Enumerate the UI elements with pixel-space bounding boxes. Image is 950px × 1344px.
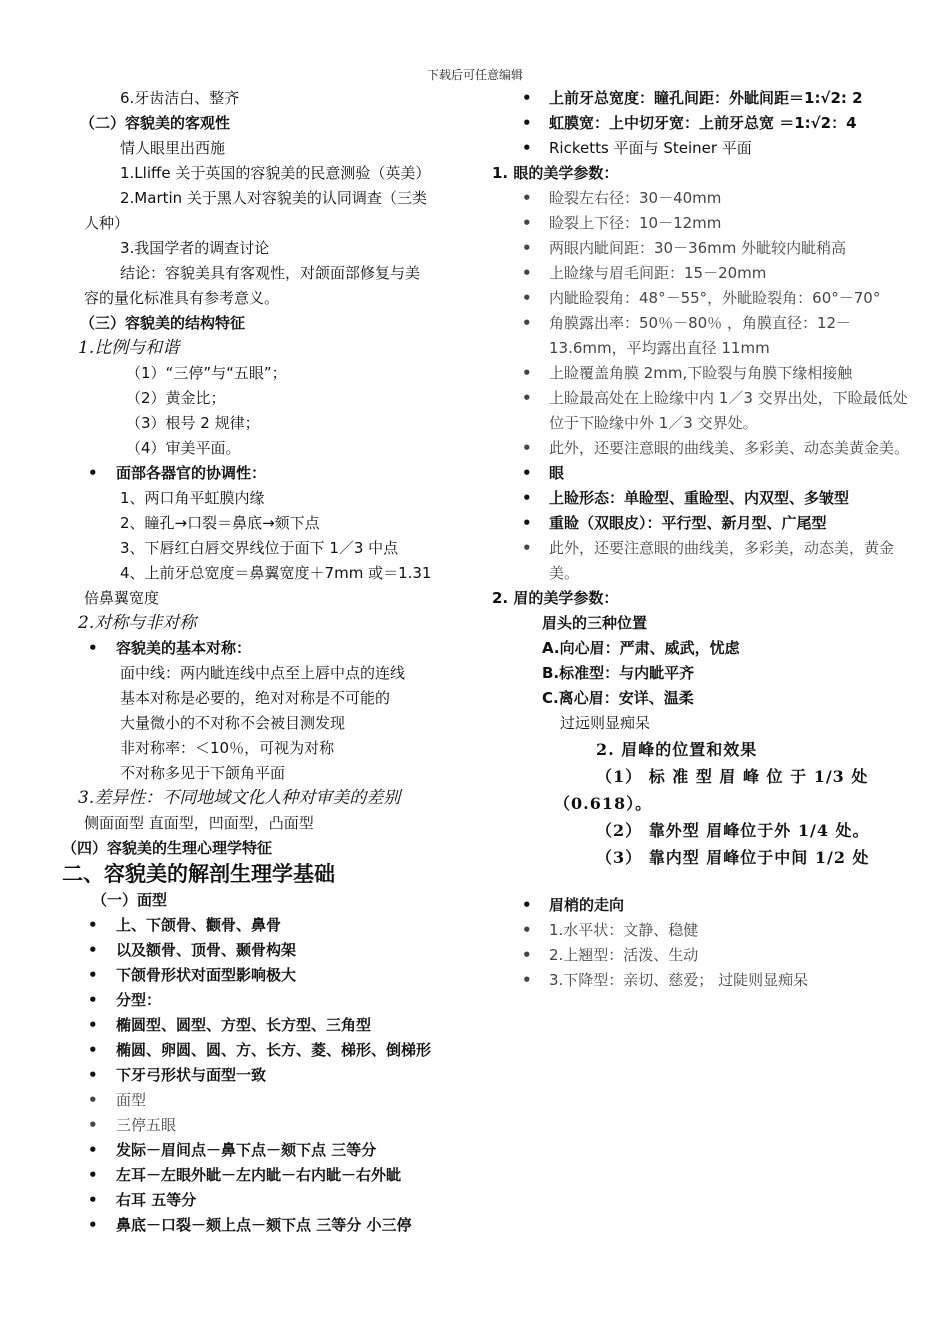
eye-param: • 睑裂上下径：10－12mm xyxy=(492,211,912,236)
face-bullet: • 面型 xyxy=(62,1088,472,1113)
proportion-item-3: （3）根号 2 规律； xyxy=(126,414,260,432)
section-face-type: （一）面型 xyxy=(92,891,168,909)
symmetry-heading: 2.对称与非对称 xyxy=(78,613,197,633)
proportion-item-4: （4）审美平面。 xyxy=(126,439,241,457)
left-column xyxy=(62,86,472,1238)
brow-peak-outer: （2） 靠外型 眉峰位于外 1/4 处。 xyxy=(596,821,870,840)
page-header: 下载后可任意编辑 xyxy=(426,68,523,82)
face-bullet: • 分型： xyxy=(62,988,472,1013)
ricketts-plane: • Ricketts 平面与 Steiner 平面 xyxy=(492,136,912,161)
eye-param: • 上睑覆盖角膜 2mm,下睑裂与角膜下缘相接触 xyxy=(492,361,912,386)
chapter-two-title: 二、容貌美的解剖生理学基础 xyxy=(62,862,335,886)
proportion-item-2: （2）黄金比； xyxy=(126,389,226,407)
face-bullet: • 椭圆、卵圆、圆、方、长方、菱、梯形、倒梯形 xyxy=(62,1038,472,1063)
eye-param: • 内眦睑裂角：48°－55°，外眦睑裂角：60°－70° xyxy=(492,286,912,311)
brow-params-heading: 2. 眉的美学参数： xyxy=(492,589,619,607)
conclusion-b: 容的量化标准具有参考意义。 xyxy=(84,289,280,307)
profile-line: 侧面面型 直面型，凹面型，凸面型 xyxy=(84,814,314,832)
right-column xyxy=(492,86,912,993)
eye-param: • 睑裂左右径：30－40mm xyxy=(492,186,912,211)
eye-param: • 两眼内眦间距：30－36mm 外眦较内眦稍高 xyxy=(492,236,912,261)
coordination-3: 3、下唇红白唇交界线位于面下 1／3 中点 xyxy=(120,539,399,557)
brow-tail-item: • 3.下降型：亲切、慈爱； 过陡则显痴呆 xyxy=(492,968,912,993)
face-bullet: • 下颌骨形状对面型影响极大 xyxy=(62,963,472,988)
eye-param: • 上睑缘与眉毛间距：15－20mm xyxy=(492,261,912,286)
section-structure: （三）容貌美的结构特征 xyxy=(80,314,246,332)
face-bullet: • 左耳－左眼外眦－左内眦－右内眦－右外眦 xyxy=(62,1163,472,1188)
double-eyelid: • 重睑（双眼皮）：平行型、新月型、广尾型 xyxy=(492,511,912,536)
eye-param: • 此外，还要注意眼的曲线美、多彩美、动态美黄金美。 xyxy=(492,436,912,461)
brow-head-positions: 眉头的三种位置 xyxy=(542,614,648,632)
teeth-ratio-2: • 虹膜宽：上中切牙宽：上前牙总宽 ＝1:√2：4 xyxy=(492,111,912,136)
symmetry-3: 大量微小的不对称不会被目测发现 xyxy=(120,714,346,732)
face-bullet: • 三停五眼 xyxy=(62,1113,472,1138)
eye-param: • 上睑最高处在上睑缘中内 1／3 交界出处，下睑最低处位于下睑缘中外 1／3 交界处。 xyxy=(492,386,912,436)
face-bullet: • 上、下颌骨、颧骨、鼻骨 xyxy=(62,913,472,938)
symmetry-5: 不对称多见于下颌角平面 xyxy=(120,764,286,782)
brow-tail-item: • 1.水平状：文静、稳健 xyxy=(492,918,912,943)
symmetry-1: 面中线：两内眦连线中点至上唇中点的连线 xyxy=(120,664,406,682)
coordination-4a: 4、上前牙总宽度＝鼻翼宽度＋7mm 或＝1.31 xyxy=(120,564,432,582)
brow-tail-item: • 2.上翘型：活泼、生动 xyxy=(492,943,912,968)
survey-2b: 人种） xyxy=(84,214,130,232)
face-bullet: • 发际－眉间点－鼻下点－颏下点 三等分 xyxy=(62,1138,472,1163)
proverb-line: 情人眼里出西施 xyxy=(120,139,226,157)
face-bullet: • 右耳 五等分 xyxy=(62,1188,472,1213)
face-bullet: • 鼻底－口裂－颏上点－颏下点 三等分 小三停 xyxy=(62,1213,472,1238)
survey-2a: 2.Martin 关于黑人对容貌美的认同调查（三类 xyxy=(120,189,427,207)
face-bullet: • 下牙弓形状与面型一致 xyxy=(62,1063,472,1088)
brow-tail-heading: • 眉梢的走向 xyxy=(492,893,912,918)
coordination-heading: • 面部各器官的协调性： xyxy=(62,461,472,486)
face-bullet: • 椭圆型、圆型、方型、长方型、三角型 xyxy=(62,1013,472,1038)
difference-heading: 3.差异性：不同地域文化人种对审美的差别 xyxy=(78,788,401,808)
eye-params-heading: 1. 眼的美学参数： xyxy=(492,164,619,182)
proportion-item-1: （1）“三停”与“五眼”； xyxy=(126,364,287,382)
brow-too-far: 过远则显痴呆 xyxy=(560,714,651,732)
survey-3: 3.我国学者的调查讨论 xyxy=(120,239,270,257)
brow-centripetal: A.向心眉：严肃、威武，忧虑 xyxy=(542,639,740,657)
teeth-ratio-1: • 上前牙总宽度：瞳孔间距：外眦间距＝1:√2: 2 xyxy=(492,86,912,111)
conclusion-a: 结论：容貌美具有客观性，对颌面部修复与美 xyxy=(120,264,421,282)
brow-peak-heading: 2. 眉峰的位置和效果 xyxy=(596,740,758,759)
survey-1: 1.Lliffe 关于英国的容貌美的民意测验（英美） xyxy=(120,164,431,182)
coordination-2: 2、瞳孔→口裂＝鼻底→颏下点 xyxy=(120,514,320,532)
section-objective: （二）容貌美的客观性 xyxy=(80,114,231,132)
brow-centrifugal: C.离心眉：安详、温柔 xyxy=(542,689,694,707)
brow-peak-standard: （1） 标 准 型 眉 峰 位 于 1/3 处 xyxy=(596,767,869,786)
face-bullet: • 以及额骨、顶骨、颞骨构架 xyxy=(62,938,472,963)
brow-standard: B.标准型：与内眦平齐 xyxy=(542,664,695,682)
symmetry-4: 非对称率：＜10％，可视为对称 xyxy=(120,739,335,757)
eye-note: • 此外，还要注意眼的曲线美，多彩美，动态美，黄金美。 xyxy=(492,536,912,586)
eye-heading: • 眼 xyxy=(492,461,912,486)
proportion-heading: 1.比例与和谐 xyxy=(78,338,180,358)
eye-param: • 角膜露出率：50％－80％ ，角膜直径：12－13.6mm，平均露出直径 11mm xyxy=(492,311,912,361)
section-physiology: （四）容貌美的生理心理学特征 xyxy=(62,839,273,857)
coordination-4b: 倍鼻翼宽度 xyxy=(84,589,160,607)
eyelid-shape: • 上睑形态：单睑型、重睑型、内双型、多皱型 xyxy=(492,486,912,511)
brow-peak-inner: （3） 靠内型 眉峰位于中间 1/2 处 xyxy=(596,848,870,867)
symmetry-2: 基本对称是必要的，绝对对称是不可能的 xyxy=(120,689,391,707)
teeth-line: 6.牙齿洁白、整齐 xyxy=(120,89,240,107)
symmetry-basic: • 容貌美的基本对称： xyxy=(62,636,472,661)
brow-peak-ratio: （0.618）。 xyxy=(554,794,653,813)
coordination-1: 1、两口角平虹膜内缘 xyxy=(120,489,265,507)
